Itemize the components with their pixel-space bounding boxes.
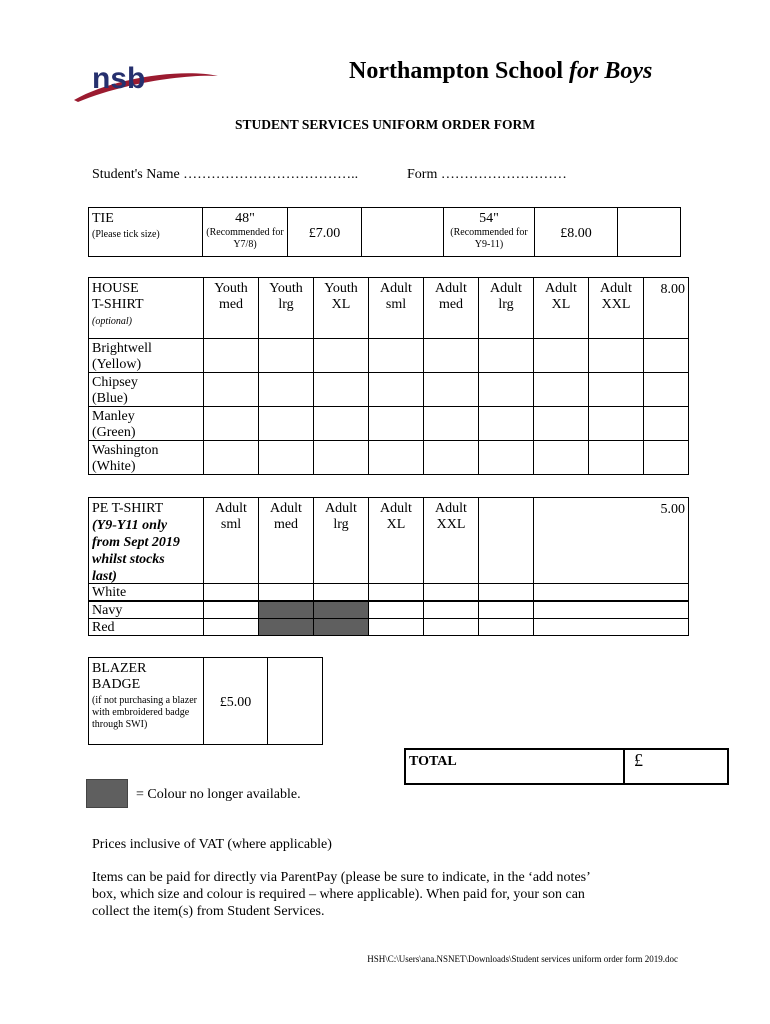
house-order-cell[interactable]	[368, 338, 424, 373]
tie-price-48: £7.00	[308, 226, 341, 241]
pe-tshirt-note-4: last)	[92, 569, 117, 584]
house-order-cell[interactable]	[368, 406, 424, 441]
tie-price-54: £8.00	[560, 226, 592, 241]
pe-order-cell[interactable]	[368, 618, 424, 636]
size-label-line-1: Adult	[545, 281, 577, 296]
pe-order-cell[interactable]	[203, 601, 259, 619]
pe-colour-name: Red	[92, 620, 115, 635]
tie-54-tick-box[interactable]	[617, 207, 681, 257]
pe-tshirt-note-3: whilst stocks	[92, 552, 165, 567]
size-label-line-2: XL	[551, 297, 571, 312]
pe-order-cell[interactable]	[423, 618, 479, 636]
house-order-cell[interactable]	[313, 440, 369, 475]
unavailable-order-cell	[258, 601, 314, 619]
house-order-cell[interactable]	[368, 372, 424, 407]
house-name: Washington	[92, 443, 159, 458]
house-order-cell[interactable]	[423, 372, 479, 407]
house-order-cell[interactable]	[203, 372, 259, 407]
pe-colour-cell	[88, 618, 204, 636]
house-order-cell[interactable]	[588, 338, 644, 373]
school-name-italic: for Boys	[569, 58, 653, 84]
blazer-badge-tick-box[interactable]	[267, 657, 323, 745]
house-order-cell[interactable]	[533, 372, 589, 407]
pe-tshirt-label-cell	[88, 497, 204, 584]
pe-size-header-cell	[423, 497, 479, 584]
size-label-line-2: XXL	[436, 517, 466, 532]
house-order-cell[interactable]	[423, 440, 479, 475]
payment-note-line-2: box, which size and colour is required – where applicable). When paid for, your son can	[92, 887, 585, 902]
pe-tshirt-label: PE T-SHIRT	[92, 501, 164, 516]
pe-order-cell	[478, 601, 534, 619]
house-tshirt-optional: (optional)	[92, 316, 132, 327]
house-order-cell[interactable]	[203, 338, 259, 373]
house-colour: (Green)	[92, 425, 136, 440]
house-order-cell[interactable]	[258, 372, 314, 407]
size-label-line-1: Adult	[270, 501, 302, 516]
blazer-badge-price: £5.00	[219, 695, 252, 710]
blazer-badge-note: (if not purchasing a blazer with embroidered badge through SWI)	[92, 695, 197, 730]
legend-text: = Colour no longer available.	[136, 787, 301, 802]
tie-price-54-cell	[534, 207, 618, 257]
house-name: Chipsey	[92, 375, 138, 390]
pe-tshirt-note-2: from Sept 2019	[92, 535, 180, 550]
house-tshirt-label-cell	[88, 277, 204, 339]
house-order-cell[interactable]	[478, 338, 534, 373]
unavailable-order-cell	[313, 601, 369, 619]
pe-tshirt-price-cell	[533, 497, 689, 584]
house-order-cell[interactable]	[258, 338, 314, 373]
pe-size-header-cell	[368, 497, 424, 584]
payment-note-line-1: Items can be paid for directly via ParentPay (please be sure to indicate, in the ‘add notes’	[92, 870, 591, 885]
house-name-cell	[88, 338, 204, 373]
pe-size-header-cell	[258, 497, 314, 584]
house-tshirt-price-cell	[643, 277, 689, 339]
pe-order-cell	[533, 583, 689, 601]
tie-48-tick-box[interactable]	[361, 207, 444, 257]
pe-order-cell[interactable]	[368, 583, 424, 601]
house-colour: (Yellow)	[92, 357, 142, 372]
payment-note-line-3: collect the item(s) from Student Services.	[92, 904, 325, 919]
total-currency: £	[634, 750, 643, 770]
tie-label: TIE	[92, 211, 114, 226]
house-size-header-cell	[258, 277, 314, 339]
house-name-cell	[88, 440, 204, 475]
pe-colour-cell	[88, 583, 204, 601]
size-label-line-2: sml	[385, 297, 407, 312]
house-order-cell[interactable]	[423, 338, 479, 373]
house-colour: (Blue)	[92, 391, 128, 406]
house-order-cell	[643, 338, 689, 373]
house-order-cell[interactable]	[478, 372, 534, 407]
pe-colour-cell	[88, 601, 204, 619]
size-label-line-1: Youth	[214, 281, 248, 296]
size-label-line-2: med	[273, 517, 299, 532]
pe-order-cell[interactable]	[203, 583, 259, 601]
school-name	[349, 58, 652, 85]
house-order-cell[interactable]	[368, 440, 424, 475]
tie-size-54-note: (Recommended for Y9-11)	[450, 227, 528, 250]
house-order-cell	[643, 406, 689, 441]
house-size-header-cell	[313, 277, 369, 339]
house-order-cell[interactable]	[588, 372, 644, 407]
size-label-line-1: Adult	[600, 281, 632, 296]
size-label-line-1: Adult	[435, 281, 467, 296]
size-label-line-2: med	[218, 297, 244, 312]
pe-order-cell	[478, 583, 534, 601]
house-order-cell[interactable]	[588, 406, 644, 441]
tie-size-54: 54"	[479, 211, 499, 226]
pe-order-cell[interactable]	[423, 583, 479, 601]
house-tshirt-label-1: HOUSE	[92, 281, 139, 296]
house-size-header-cell	[588, 277, 644, 339]
school-name-main: Northampton School	[349, 58, 564, 84]
house-order-cell[interactable]	[533, 406, 589, 441]
house-order-cell[interactable]	[588, 440, 644, 475]
total-amount-field[interactable]	[623, 748, 729, 785]
form-title: STUDENT SERVICES UNIFORM ORDER FORM	[234, 117, 536, 132]
pe-empty-cell-1	[478, 497, 534, 584]
school-logo	[72, 60, 222, 108]
pe-size-header-cell	[313, 497, 369, 584]
house-order-cell[interactable]	[423, 406, 479, 441]
pe-order-cell	[533, 618, 689, 636]
house-order-cell[interactable]	[478, 440, 534, 475]
tie-size-48: 48"	[235, 211, 255, 226]
house-size-header-cell	[368, 277, 424, 339]
pe-order-cell[interactable]	[258, 583, 314, 601]
tie-size-48-cell	[202, 207, 288, 257]
total-label: TOTAL	[409, 754, 457, 769]
size-label-line-1: Adult	[215, 501, 247, 516]
tie-price-48-cell	[287, 207, 362, 257]
house-tshirt-price: 8.00	[660, 282, 685, 297]
pe-order-cell[interactable]	[423, 601, 479, 619]
pe-colour-name: White	[92, 585, 127, 600]
house-order-cell[interactable]	[203, 406, 259, 441]
pe-order-cell	[478, 618, 534, 636]
form-class-field[interactable]: Form ………………………	[407, 167, 567, 182]
pe-order-cell[interactable]	[313, 583, 369, 601]
house-order-cell[interactable]	[313, 372, 369, 407]
tie-instruction: (Please tick size)	[92, 229, 160, 240]
size-label-line-1: Adult	[325, 501, 357, 516]
size-label-line-1: Youth	[324, 281, 358, 296]
size-label-line-2: lrg	[278, 297, 294, 312]
student-name-field[interactable]: Student's Name ………………………………..	[92, 167, 359, 182]
house-order-cell[interactable]	[533, 338, 589, 373]
size-label-line-2: lrg	[498, 297, 514, 312]
tie-label-cell	[88, 207, 203, 257]
pe-order-cell	[533, 601, 689, 619]
svg-text:nsb: nsb	[92, 62, 146, 95]
house-order-cell[interactable]	[258, 406, 314, 441]
size-label-line-1: Adult	[380, 501, 412, 516]
unavailable-order-cell	[313, 618, 369, 636]
unavailable-colour-swatch	[86, 779, 128, 808]
house-order-cell[interactable]	[203, 440, 259, 475]
house-order-cell	[643, 440, 689, 475]
house-size-header-cell	[533, 277, 589, 339]
house-order-cell	[643, 372, 689, 407]
size-label-line-2: lrg	[333, 517, 349, 532]
tie-size-48-note: (Recommended for Y7/8)	[206, 227, 284, 250]
size-label-line-1: Youth	[269, 281, 303, 296]
house-order-cell[interactable]	[478, 406, 534, 441]
house-order-cell[interactable]	[533, 440, 589, 475]
pe-order-cell[interactable]	[203, 618, 259, 636]
pe-colour-name: Navy	[92, 603, 123, 618]
house-name: Brightwell	[92, 341, 152, 356]
pe-order-cell[interactable]	[368, 601, 424, 619]
size-label-line-2: sml	[220, 517, 242, 532]
house-size-header-cell	[423, 277, 479, 339]
vat-note: Prices inclusive of VAT (where applicable)	[92, 837, 332, 852]
size-label-line-2: XL	[386, 517, 406, 532]
house-name-cell	[88, 372, 204, 407]
pe-tshirt-note-1: (Y9-Y11 only	[92, 518, 168, 533]
house-order-cell[interactable]	[313, 338, 369, 373]
size-label-line-1: Adult	[380, 281, 412, 296]
house-order-cell[interactable]	[313, 406, 369, 441]
document-path-footer: HSH\C:\Users\ana.NSNET\Downloads\Student services uniform order form 2019.doc	[367, 954, 678, 964]
pe-tshirt-price: 5.00	[660, 502, 685, 517]
blazer-badge-price-cell	[203, 657, 268, 745]
pe-size-header-cell	[203, 497, 259, 584]
house-tshirt-label-2: T-SHIRT	[92, 297, 144, 312]
total-label-cell	[404, 748, 625, 785]
house-name: Manley	[92, 409, 135, 424]
house-size-header-cell	[203, 277, 259, 339]
blazer-badge-label-2: BADGE	[92, 677, 141, 692]
unavailable-order-cell	[258, 618, 314, 636]
size-label-line-1: Adult	[435, 501, 467, 516]
size-label-line-2: med	[438, 297, 464, 312]
blazer-badge-label-1: BLAZER	[92, 661, 147, 676]
size-label-line-2: XL	[331, 297, 351, 312]
house-size-header-cell	[478, 277, 534, 339]
house-order-cell[interactable]	[258, 440, 314, 475]
house-colour: (White)	[92, 459, 136, 474]
blazer-badge-label-cell	[88, 657, 204, 745]
house-name-cell	[88, 406, 204, 441]
size-label-line-2: XXL	[601, 297, 631, 312]
tie-size-54-cell	[443, 207, 535, 257]
size-label-line-1: Adult	[490, 281, 522, 296]
